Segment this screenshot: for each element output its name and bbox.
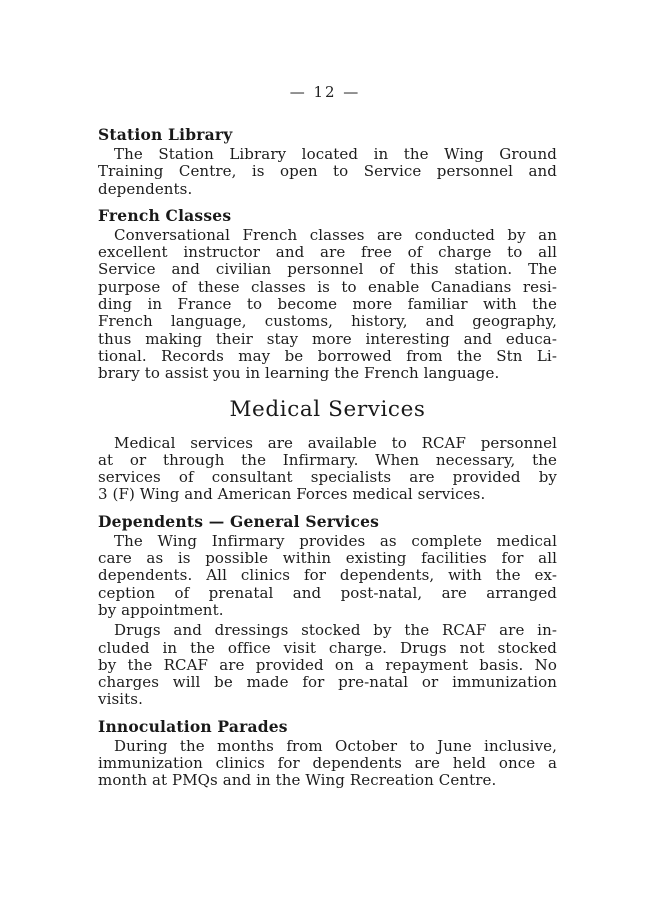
page-number: — 12 — (289, 83, 361, 101)
text-line: Drugs and dressings stocked by the RCAF are in- (114, 621, 557, 640)
text-line: visits. (98, 690, 143, 709)
text-column (98, 126, 557, 790)
paragraph-innoculation-parades (98, 738, 557, 790)
text-line: cluded in the office visit charge. Drugs not stocked (98, 638, 557, 657)
text-line: charges will be made for pre-natal or immunization (98, 673, 557, 692)
text-line: month at PMQs and in the Wing Recreation Centre. (98, 771, 497, 790)
section-heading-dependents-general-services: Dependents — General Services (98, 511, 380, 531)
text-line: dependents. (98, 179, 193, 198)
section-heading-innoculation-parades: Innoculation Parades (98, 716, 288, 736)
page-title-medical-services: Medical Services (229, 396, 426, 422)
text-line: by the RCAF are provided on a repayment basis. No (98, 655, 557, 674)
paragraph-dependents-1 (98, 533, 557, 619)
text-line: Training Centre, is open to Service personnel and (98, 162, 557, 181)
text-line: 3 (F) Wing and American Forces medical services. (98, 485, 486, 504)
section-heading-station-library: Station Library (98, 125, 233, 144)
text-line: care as is possible within existing facilities for all (98, 549, 557, 568)
text-line: Service and civilian personnel of this station. The (98, 260, 557, 279)
text-line: immunization clinics for dependents are held once a (98, 754, 557, 773)
text-line: tional. Records may be borrowed from the Stn Li- (98, 346, 557, 365)
text-line: The Wing Infirmary provides as complete medical (114, 531, 557, 550)
text-line: French language, customs, history, and geography, (98, 312, 557, 331)
text-line: ception of prenatal and post-natal, are arranged (98, 583, 557, 602)
text-line: During the months from October to June inclusive, (114, 736, 557, 755)
paragraph-dependents-2 (98, 622, 557, 708)
text-line: Conversational French classes are conducted by an (114, 225, 557, 244)
text-line: dependents. All clinics for dependents, with the ex- (98, 566, 557, 585)
text-line: thus making their stay more interesting and educa- (98, 329, 557, 348)
text-line: ding in France to become more familiar with the (98, 295, 557, 314)
paragraph-station-library (98, 146, 557, 198)
text-line: brary to assist you in learning the French language. (98, 364, 500, 383)
text-line: at or through the Infirmary. When necessary, the (98, 450, 557, 469)
section-heading-french-classes: French Classes (98, 205, 232, 225)
text-line: by appointment. (98, 600, 224, 619)
text-line: excellent instructor and are free of charge to all (98, 243, 557, 262)
text-line: The Station Library located in the Wing Ground (114, 145, 557, 163)
paragraph-french-classes (98, 227, 557, 383)
text-line: Medical services are available to RCAF personnel (114, 433, 557, 452)
paragraph-medical-services-intro (98, 435, 557, 504)
text-line: purpose of these classes is to enable Canadians resi- (98, 277, 557, 296)
text-line: services of consultant specialists are provided by (98, 468, 557, 487)
